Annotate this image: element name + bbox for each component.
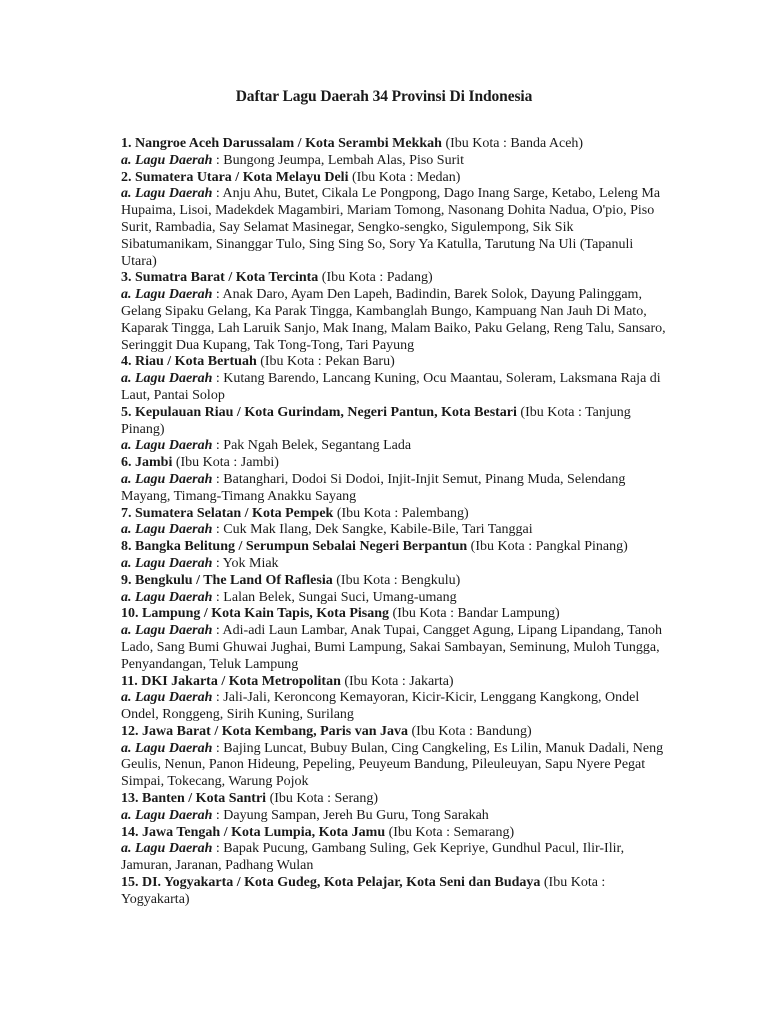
province-header (121, 270, 666, 287)
songs-label: a. Lagu Daerah (121, 589, 213, 605)
songs-list: Bapak Pucung, Gambang Suling, Gek Kepriye, Gundhul Pacul, Ilir-Ilir, Jamuran, Jaranan, Padhang Wulan (121, 841, 625, 874)
songs-list: Anak Daro, Ayam Den Lapeh, Badindin, Barek Solok, Dayung Palinggam, Gelang Sipaku Gelang, Ka Parak Tingga, Kambanglah Bungo, Kampuang Nan Jauh Di Mato, Kaparak Tingga, Lah Laruik Sanjo, Mak Inang, Malam Baiko, Paku Gelang, Reng Talu, Sansaro, Seringgit Dua Kupang, Tak Tong-Tong, Tari Payung (121, 287, 666, 353)
province-number: 14. (121, 824, 139, 840)
province-header (121, 825, 666, 842)
songs-list: Anju Ahu, Butet, Cikala Le Pongpong, Dago Inang Sarge, Ketabo, Leleng Ma Hupaima, Lisoi, Madekdek Magambiri, Mariam Tomong, Nasonang Dohita Nadua, O'pio, Piso Surit, Rambadia, Say Selamat Masinegar, Sengko-sengko, Sigulempong, Sik Sik Sibatumanikam, Sinanggar Tulo, Sing Sing So, Sory Ya Katulla, Tarutung Na Uli (Tapanuli Utara) (121, 186, 661, 269)
province-header (121, 354, 666, 371)
songs-list: Batanghari, Dodoi Si Dodoi, Injit-Injit Semut, Pinang Muda, Selendang Mayang, Timang-Timang Anakku Sayang (121, 471, 626, 504)
province-entry (121, 606, 666, 673)
province-entry (121, 270, 666, 354)
capital-note: (Ibu Kota : Jakarta) (344, 673, 454, 689)
province-number: 5. (121, 404, 132, 420)
capital-note: (Ibu Kota : Bandung) (411, 723, 532, 739)
province-title: Lampung / Kota Kain Tapis, Kota Pisang (142, 606, 390, 622)
province-title: Kepulauan Riau / Kota Gurindam, Negeri Pantun, Kota Bestari (135, 404, 517, 420)
province-entry (121, 791, 666, 825)
province-header (121, 170, 666, 187)
province-entry (121, 170, 666, 271)
capital-note: (Ibu Kota : Padang) (321, 270, 433, 286)
capital-note: (Ibu Kota : Bandar Lampung) (392, 606, 560, 622)
regional-songs: a. Lagu Daerah : Anak Daro, Ayam Den Lapeh, Badindin, Barek Solok, Dayung Palinggam, Gelang Sipaku Gelang, Ka Parak Tingga, Kambanglah Bungo, Kampuang Nan Jauh Di Mato, Kaparak Tingga, Lah Laruik Sanjo, Mak Inang, Malam Baiko, Paku Gelang, Reng Talu, Sansaro, Seringgit Dua Kupang, Tak Tong-Tong, Tari Payung (121, 287, 666, 353)
regional-songs: a. Lagu Daerah : Dayung Sampan, Jereh Bu Guru, Tong Sarakah (121, 807, 489, 823)
songs-list: Bajing Luncat, Bubuy Bulan, Cing Cangkeling, Es Lilin, Manuk Dadali, Neng Geulis, Nenun, Panon Hideung, Pepeling, Peuyeum Bandung, Pileuleuyan, Sapu Nyere Pegat Simpai, Tokecang, Warung Pojok (121, 740, 664, 790)
songs-label: a. Lagu Daerah (121, 522, 213, 538)
province-entry (121, 875, 666, 909)
province-entry (121, 825, 666, 875)
capital-note: (Ibu Kota : Semarang) (388, 824, 515, 840)
songs-label: a. Lagu Daerah (121, 623, 213, 639)
regional-songs: a. Lagu Daerah : Anju Ahu, Butet, Cikala Le Pongpong, Dago Inang Sarge, Ketabo, Leleng Ma Hupaima, Lisoi, Madekdek Magambiri, Mariam Tomong, Nasonang Dohita Nadua, O'pio, Piso Surit, Rambadia, Say Selamat Masinegar, Sengko-sengko, Sigulempong, Sik Sik Sibatumanikam, Sinanggar Tulo, Sing Sing So, Sory Ya Katulla, Tarutung Na Uli (Tapanuli Utara) (121, 186, 661, 269)
province-name (121, 455, 172, 470)
province-header (121, 136, 666, 153)
province-number: 8. (121, 539, 132, 555)
regional-songs: a. Lagu Daerah : Bajing Luncat, Bubuy Bulan, Cing Cangkeling, Es Lilin, Manuk Dadali, Neng Geulis, Nenun, Panon Hideung, Pepeling, Peuyeum Bandung, Pileuleuyan, Sapu Nyere Pegat Simpai, Tokecang, Warung Pojok (121, 740, 664, 790)
province-name (121, 825, 385, 840)
province-header (121, 674, 666, 691)
regional-songs: a. Lagu Daerah : Jali-Jali, Keroncong Kemayoran, Kicir-Kicir, Lenggang Kangkong, Ondel Ondel, Ronggeng, Sirih Kuning, Surilang (121, 690, 640, 723)
regional-songs: a. Lagu Daerah : Pak Ngah Belek, Segantang Lada (121, 438, 412, 454)
province-header (121, 573, 666, 590)
province-title: Jawa Barat / Kota Kembang, Paris van Java (142, 723, 408, 739)
province-header (121, 791, 666, 808)
songs-label: a. Lagu Daerah (121, 841, 213, 857)
regional-songs: a. Lagu Daerah : Adi-adi Laun Lambar, Anak Tupai, Cangget Agung, Lipang Lipandang, Tanoh Lado, Sang Bumi Ghuwai Jughai, Bumi Lampung, Sakai Sambayan, Seminung, Muloh Tungga, Penyandangan, Teluk Lampung (121, 623, 663, 672)
province-number: 3. (121, 270, 132, 286)
regional-songs: a. Lagu Daerah : Lalan Belek, Sungai Suci, Umang-umang (121, 589, 457, 605)
capital-note: (Ibu Kota : Bengkulu) (336, 572, 461, 588)
songs-list: Jali-Jali, Keroncong Kemayoran, Kicir-Kicir, Lenggang Kangkong, Ondel Ondel, Ronggeng, Sirih Kuning, Surilang (121, 690, 640, 723)
province-header (121, 539, 666, 556)
songs-list: Dayung Sampan, Jereh Bu Guru, Tong Sarakah (223, 807, 489, 823)
province-number: 10. (121, 606, 139, 622)
province-name (121, 136, 442, 151)
province-name (121, 539, 467, 554)
province-entry (121, 674, 666, 724)
regional-songs: a. Lagu Daerah : Bungong Jeumpa, Lembah Alas, Piso Surit (121, 152, 465, 168)
province-title: Bengkulu / The Land Of Raflesia (135, 572, 333, 588)
capital-note: (Ibu Kota : Yogyakarta) (121, 875, 606, 907)
capital-note: (Ibu Kota : Jambi) (175, 455, 279, 471)
songs-list: Lalan Belek, Sungai Suci, Umang-umang (223, 589, 457, 605)
songs-label: a. Lagu Daerah (121, 740, 213, 756)
province-list (121, 136, 666, 909)
province-number: 4. (121, 354, 132, 370)
songs-label: a. Lagu Daerah (121, 555, 213, 571)
province-number: 6. (121, 455, 132, 471)
province-title: Banten / Kota Santri (142, 791, 267, 807)
capital-note: (Ibu Kota : Palembang) (336, 505, 469, 521)
province-header (121, 455, 666, 472)
songs-list: Adi-adi Laun Lambar, Anak Tupai, Cangget Agung, Lipang Lipandang, Tanoh Lado, Sang Bumi Ghuwai Jughai, Bumi Lampung, Sakai Sambayan, Seminung, Muloh Tungga, Penyandangan, Teluk Lampung (121, 623, 663, 672)
province-entry (121, 724, 666, 791)
songs-label: a. Lagu Daerah (121, 371, 213, 387)
songs-list: Yok Miak (222, 555, 279, 571)
songs-label: a. Lagu Daerah (121, 152, 213, 168)
province-name (121, 354, 257, 369)
capital-note: (Ibu Kota : Pangkal Pinang) (470, 539, 628, 555)
songs-label: a. Lagu Daerah (121, 186, 213, 202)
province-entry (121, 573, 666, 607)
province-name (121, 875, 540, 890)
province-title: DKI Jakarta / Kota Metropolitan (141, 673, 341, 689)
province-title: Riau / Kota Bertuah (135, 354, 257, 370)
province-number: 13. (121, 791, 139, 807)
province-entry (121, 136, 666, 170)
capital-note: (Ibu Kota : Tanjung Pinang) (121, 404, 631, 437)
province-number: 1. (121, 136, 132, 151)
province-title: Sumatera Selatan / Kota Pempek (135, 505, 334, 521)
province-name (121, 674, 341, 689)
capital-note: (Ibu Kota : Pekan Baru) (260, 354, 395, 370)
regional-songs: a. Lagu Daerah : Cuk Mak Ilang, Dek Sangke, Kabile-Bile, Tari Tanggai (121, 522, 533, 538)
province-number: 7. (121, 505, 132, 521)
songs-label: a. Lagu Daerah (121, 690, 213, 706)
province-entry (121, 405, 666, 455)
songs-list: Pak Ngah Belek, Segantang Lada (223, 438, 412, 454)
province-number: 15. (121, 875, 139, 891)
province-entry (121, 354, 666, 404)
province-header (121, 724, 666, 741)
capital-note: (Ibu Kota : Banda Aceh) (445, 136, 584, 151)
province-header (121, 606, 666, 623)
province-number: 9. (121, 572, 132, 588)
province-number: 11. (121, 673, 138, 689)
province-title: Sumatera Utara / Kota Melayu Deli (135, 169, 349, 185)
province-name (121, 573, 333, 588)
capital-note: (Ibu Kota : Serang) (269, 791, 379, 807)
province-title: Nangroe Aceh Darussalam / Kota Serambi Mekkah (135, 136, 442, 151)
province-title: Jambi (135, 455, 173, 471)
province-name (121, 791, 266, 806)
regional-songs: a. Lagu Daerah : Yok Miak (121, 555, 279, 571)
province-header (121, 405, 666, 439)
regional-songs: a. Lagu Daerah : Kutang Barendo, Lancang Kuning, Ocu Maantau, Soleram, Laksmana Raja di Laut, Pantai Solop (121, 371, 661, 403)
document-title: Daftar Lagu Daerah 34 Provinsi Di Indonesia (235, 88, 533, 105)
province-name (121, 270, 318, 285)
songs-list: Cuk Mak Ilang, Dek Sangke, Kabile-Bile, Tari Tanggai (223, 522, 533, 538)
songs-label: a. Lagu Daerah (121, 807, 213, 823)
songs-label: a. Lagu Daerah (121, 471, 213, 487)
regional-songs: a. Lagu Daerah : Batanghari, Dodoi Si Dodoi, Injit-Injit Semut, Pinang Muda, Selendang Mayang, Timang-Timang Anakku Sayang (121, 471, 626, 504)
province-name (121, 170, 348, 185)
province-entry (121, 455, 666, 505)
province-entry (121, 539, 666, 573)
province-title: Jawa Tengah / Kota Lumpia, Kota Jamu (142, 824, 386, 840)
province-name (121, 506, 333, 521)
province-name (121, 724, 408, 739)
province-entry (121, 506, 666, 540)
province-name (121, 606, 389, 621)
capital-note: (Ibu Kota : Medan) (351, 169, 461, 185)
province-header (121, 875, 666, 909)
songs-label: a. Lagu Daerah (121, 438, 213, 454)
province-number: 12. (121, 723, 139, 739)
regional-songs: a. Lagu Daerah : Bapak Pucung, Gambang Suling, Gek Kepriye, Gundhul Pacul, Ilir-Ilir, Jamuran, Jaranan, Padhang Wulan (121, 841, 625, 874)
province-title: Bangka Belitung / Serumpun Sebalai Negeri Berpantun (135, 539, 468, 555)
songs-label: a. Lagu Daerah (121, 287, 213, 303)
songs-list: Bungong Jeumpa, Lembah Alas, Piso Surit (223, 152, 465, 168)
songs-list: Kutang Barendo, Lancang Kuning, Ocu Maantau, Soleram, Laksmana Raja di Laut, Pantai Solop (121, 371, 661, 403)
province-number: 2. (121, 169, 132, 185)
province-header (121, 506, 666, 523)
province-name (121, 405, 517, 420)
province-title: DI. Yogyakarta / Kota Gudeg, Kota Pelajar, Kota Seni dan Budaya (142, 875, 541, 891)
province-title: Sumatra Barat / Kota Tercinta (135, 270, 319, 286)
